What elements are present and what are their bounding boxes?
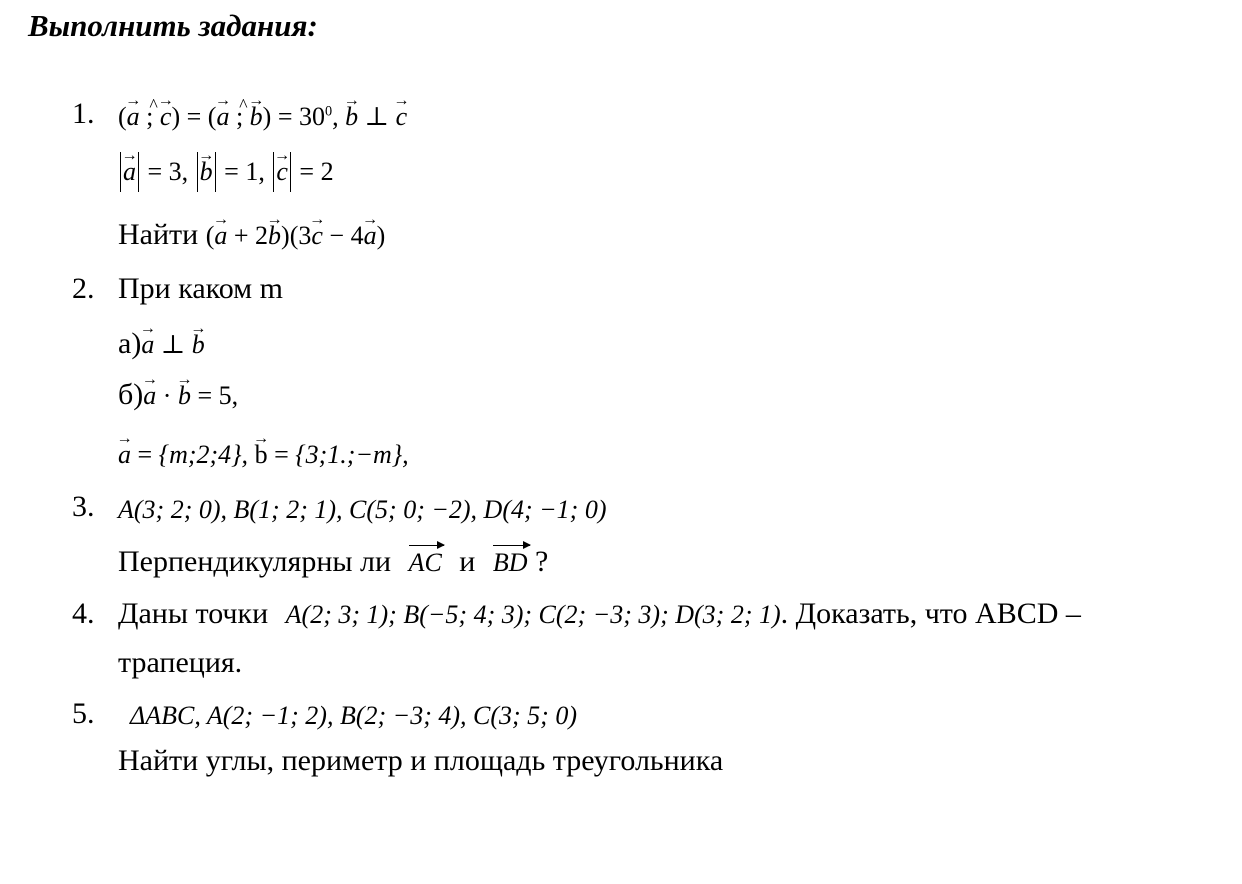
task-number-4: 4. bbox=[72, 597, 95, 630]
vector-ac: AC bbox=[408, 548, 442, 577]
vector-b-coords: {3;1.;−m}, bbox=[295, 440, 409, 469]
task-number-5: 5. bbox=[72, 697, 95, 730]
task-4-line2: трапеция. bbox=[118, 646, 243, 679]
task-3-question: Перпендикулярны ли AC и BD ? bbox=[118, 545, 549, 578]
task-1-find: Найти (→ a + 2→ b)(3→ c − 4→ a) bbox=[118, 218, 385, 252]
task-4-statement: Даны точки A(2; 3; 1); B(−5; 4; 3); C(2; −3; 3); D(3; 2; 1). Доказать, что ABCD – bbox=[118, 597, 1081, 630]
page-heading: Выполнить задания: bbox=[28, 8, 318, 43]
dot-value: 5, bbox=[218, 381, 239, 410]
task-2-sub-a: а)→ a ⊥ → b bbox=[118, 327, 205, 361]
task-5-task: Найти углы, периметр и площадь треугольника bbox=[118, 744, 724, 777]
sub-b-label: б) bbox=[118, 378, 144, 411]
task-4-points: A(2; 3; 1); B(−5; 4; 3); C(2; −3; 3); D(3; 2; 1) bbox=[285, 600, 781, 629]
magnitude-a: 3 bbox=[168, 157, 182, 186]
task-5-points: ΔABC, A(2; −1; 2), B(2; −3; 4), C(3; 5; 0) bbox=[130, 701, 577, 730]
sub-a-label: а) bbox=[118, 327, 142, 360]
angle-value: 30 bbox=[299, 102, 325, 131]
magnitude-b: 1 bbox=[245, 157, 259, 186]
task-number-1: 1. bbox=[72, 97, 95, 130]
find-label: Найти bbox=[118, 218, 199, 251]
task-3-points: A(3; 2; 0), B(1; 2; 1), C(5; 0; −2), D(4; −1; 0) bbox=[118, 495, 607, 524]
magnitude-c: 2 bbox=[320, 157, 334, 186]
vector-bd: BD bbox=[492, 548, 528, 577]
task-1-magnitudes: → a = 3, → b = 1, → c = 2 bbox=[118, 152, 334, 192]
task-number-2: 2. bbox=[72, 272, 95, 305]
task-2-question: При каком m bbox=[118, 272, 283, 305]
degree-mark: 0 bbox=[325, 103, 333, 120]
task-number-3: 3. bbox=[72, 490, 95, 523]
vector-b-letter: → b bbox=[255, 440, 268, 470]
task-2-sub-b: б)→ a · → b = 5, bbox=[118, 378, 238, 412]
task-1-angle-condition: (→ a ; → c) = (→ a ; → $b) = 30^0$, → b ⊥ → c bbox=[118, 99, 407, 133]
vector-a-coords: {m;2;4}, bbox=[158, 440, 249, 469]
task-2-vectors: → a = {m;2;4}, → b = {3;1.;−m}, bbox=[118, 437, 409, 471]
